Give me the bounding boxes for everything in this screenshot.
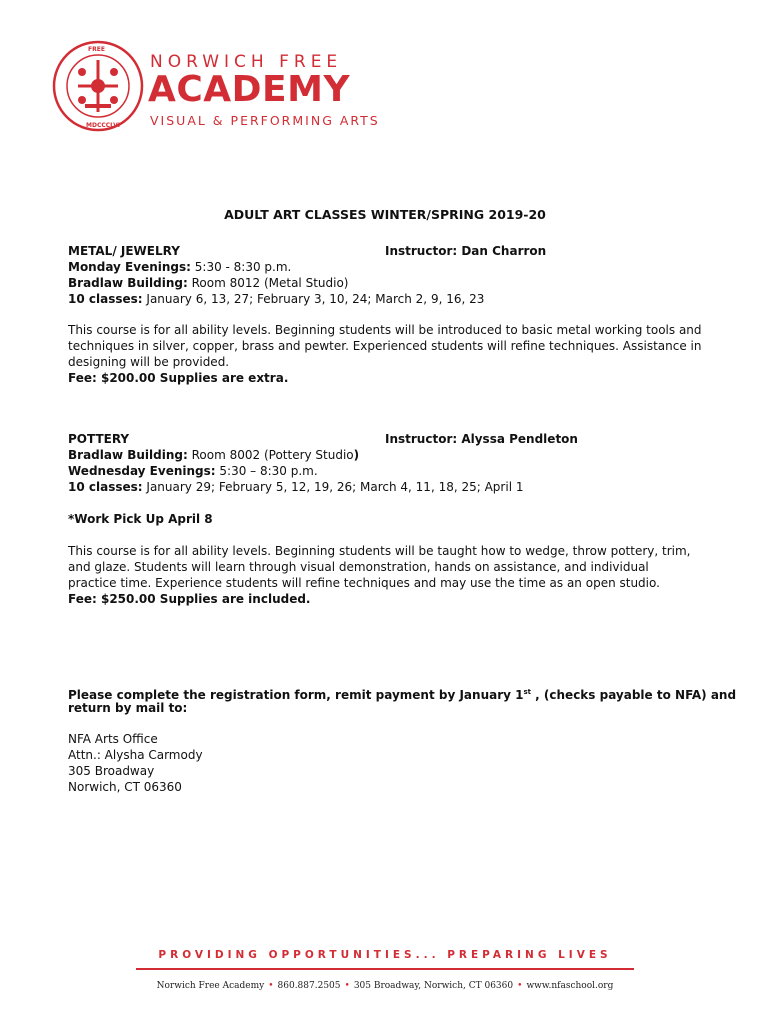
svg-text:FREE: FREE <box>88 46 105 53</box>
pottery-schedule <box>68 463 318 479</box>
pottery-desc-line: and glaze. Students will learn through visual demonstration, hands on assistance, and individual <box>68 560 649 574</box>
metal-day-label: Monday Evenings: <box>68 260 191 274</box>
metal-desc-line: techniques in silver, copper, brass and pewter. Experienced students will refine techniques. Assistance in <box>68 339 702 353</box>
pottery-pickup-note: *Work Pick Up April 8 <box>68 512 213 526</box>
org-subtitle: VISUAL & PERFORMING ARTS <box>150 113 380 128</box>
pottery-building-label: Bradlaw Building: <box>68 448 188 462</box>
registration-line1-a: Please complete the registration form, remit payment by January 1 <box>68 688 524 702</box>
footer-org: Norwich Free Academy <box>156 981 265 991</box>
metal-building-label: Bradlaw Building: <box>68 276 188 290</box>
bullet-icon: • <box>268 981 274 991</box>
pottery-classes-value: January 29; February 5, 12, 19, 26; March 4, 11, 18, 25; April 1 <box>146 480 524 494</box>
pottery-day-value: 5:30 – 8:30 p.m. <box>219 464 318 478</box>
svg-text:MDCCCLVI: MDCCCLVI <box>86 122 121 129</box>
metal-fee: Fee: $200.00 Supplies are extra. <box>68 371 289 385</box>
metal-classes-label: 10 classes: <box>68 292 143 306</box>
pottery-classes <box>68 479 523 495</box>
metal-description <box>68 322 708 386</box>
pottery-instructor: Instructor: Alyssa Pendleton <box>385 432 578 446</box>
address-line: Norwich, CT 06360 <box>68 780 182 794</box>
address-line: 305 Broadway <box>68 764 155 778</box>
bullet-icon: • <box>344 981 350 991</box>
document-title: ADULT ART CLASSES WINTER/SPRING 2019-20 <box>224 207 546 222</box>
pottery-building-value: Room 8002 (Pottery Studio <box>191 448 354 462</box>
footer-phone: 860.887.2505 <box>277 981 341 991</box>
org-name-line1: NORWICH FREE <box>150 52 343 72</box>
pottery-description <box>68 543 708 607</box>
address-line: Attn.: Alysha Carmody <box>68 748 203 762</box>
pottery-desc-line: practice time. Experience students will refine techniques and may use the time as an open studio. <box>68 576 660 590</box>
pottery-classes-label: 10 classes: <box>68 480 143 494</box>
mailing-address <box>68 731 203 795</box>
footer-contact <box>0 981 770 991</box>
academy-seal-logo <box>52 40 144 132</box>
metal-building <box>68 275 348 291</box>
pottery-day-label: Wednesday Evenings: <box>68 464 216 478</box>
metal-building-value: Room 8012 (Metal Studio) <box>191 276 349 290</box>
pottery-building <box>68 447 359 463</box>
footer-website: www.nfaschool.org <box>526 981 614 991</box>
bullet-icon: • <box>517 981 523 991</box>
metal-desc-line: designing will be provided. <box>68 355 230 369</box>
metal-schedule <box>68 259 291 275</box>
registration-line2: return by mail to: <box>68 701 188 715</box>
metal-day-value: 5:30 - 8:30 p.m. <box>194 260 292 274</box>
metal-course-name: METAL/ JEWELRY <box>68 244 180 258</box>
metal-classes-value: January 6, 13, 27; February 3, 10, 24; March 2, 9, 16, 23 <box>146 292 485 306</box>
pottery-building-close: ) <box>353 448 360 462</box>
registration-line1-b: , (checks payable to NFA) and <box>531 688 737 702</box>
pottery-desc-line: This course is for all ability levels. Beginning students will be taught how to wedge, throw pottery, trim, <box>68 544 691 558</box>
org-name-line2: ACADEMY <box>148 69 351 110</box>
address-line: NFA Arts Office <box>68 732 158 746</box>
metal-classes <box>68 291 484 307</box>
footer-address: 305 Broadway, Norwich, CT 06360 <box>353 981 514 991</box>
metal-instructor: Instructor: Dan Charron <box>385 244 547 258</box>
footer-divider <box>136 968 634 970</box>
registration-ordinal: st <box>523 688 531 696</box>
metal-desc-line: This course is for all ability levels. Beginning students will be introduced to basic metal working tools and <box>68 323 702 337</box>
footer-tagline: PROVIDING OPPORTUNITIES... PREPARING LIVES <box>158 949 612 961</box>
pottery-course-name: POTTERY <box>68 432 130 446</box>
pottery-fee: Fee: $250.00 Supplies are included. <box>68 592 311 606</box>
